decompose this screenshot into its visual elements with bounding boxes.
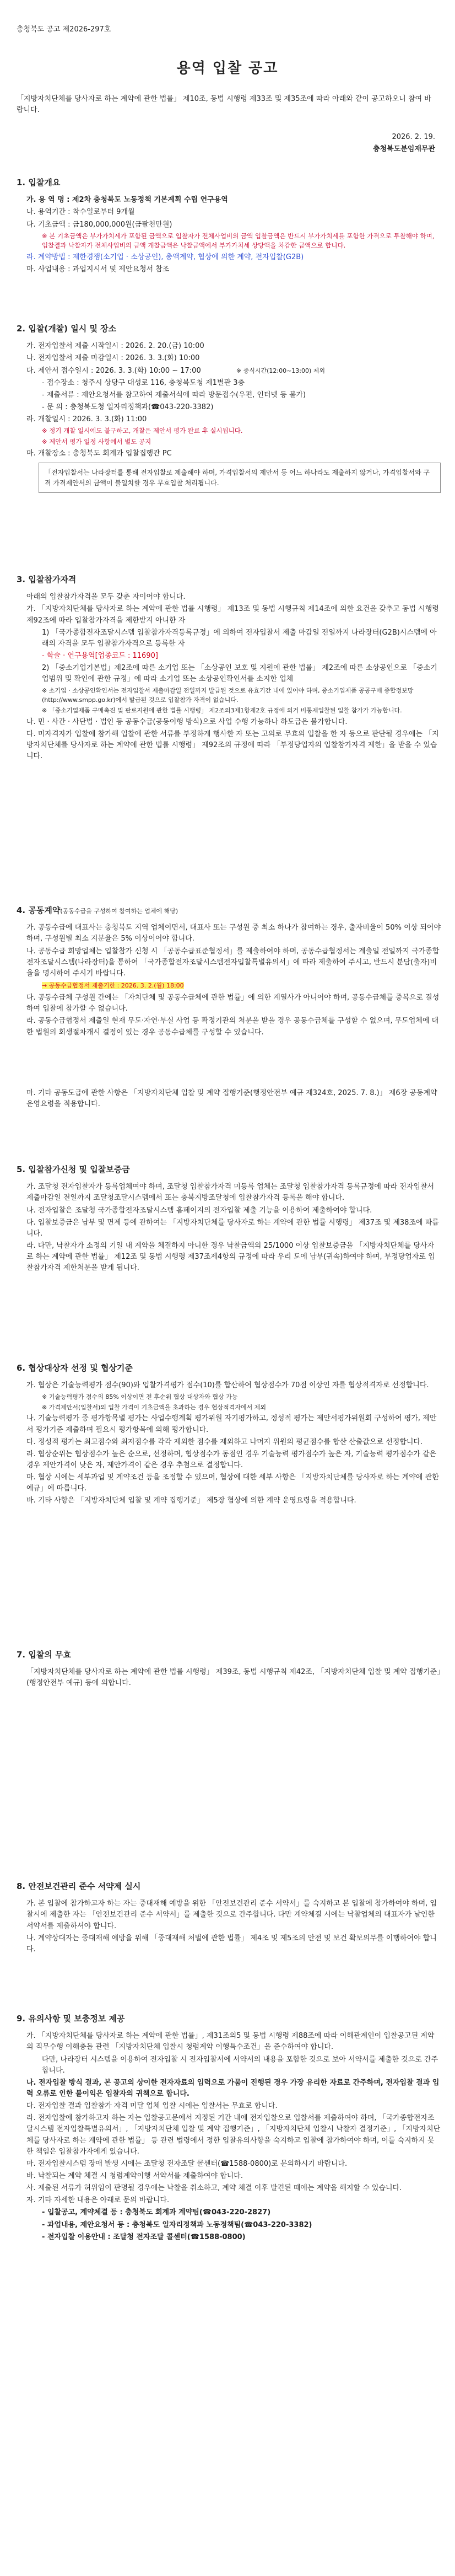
section-title: 3. 입찰참가자격 [17, 575, 77, 584]
section-title: 6. 협상대상자 선정 및 협상기준 [17, 1363, 133, 1373]
joint-p1: 가. 공동수급에 대표사는 충청북도 지역 업체이면서, 대표사 또는 구성원 중 최소 하나가 참여하는 경우, 출자비율이 50% 이상 되어야 하며, 구성원별 최소 지분율은 5% 이상이어야 합니다. [26, 924, 441, 943]
section-overview [17, 176, 441, 277]
section-eligibility [17, 573, 441, 763]
notes-p1b: 다만, 나라장터 시스템을 이용하여 전자입찰 시 전자입찰서에 서약서의 내용을 포함한 것으로 보아 서약서를 제출한 것으로 간주합니다. [42, 2055, 438, 2075]
eligibility-p1: 가. 「지방자치단체를 당사자로 하는 계약에 관한 법률 시행령」 제13조 및 동법 시행규칙 제14조에 의한 요건을 갖추고 동법 시행령 제92조에 따라 입찰참가자격을 제한받지 아니한 자 [26, 605, 439, 625]
nego-p1: 가. 협상은 기술능력평가 점수(90)와 입찰가격평가 점수(10)를 합산하여 협상점수가 70점 이상인 자를 협상적격자로 선정합니다. [26, 1381, 429, 1390]
lunch-note: ※ 중식시간(12:00~13:00) 제외 [236, 367, 326, 374]
eligibility-lead: 아래의 입찰참가자격을 모두 갖춘 자이어야 합니다. [26, 593, 186, 602]
receipt-contact: - 문 의 : 충청북도청 일자리정책과(☎043-220-3382) [42, 402, 214, 411]
nego-note-1: ※ 기술능력평가 점수의 85% 이상이면 전 후순위 협상 대상자와 협상 가능 [42, 1393, 238, 1401]
service-period: 나. 용역기간 : 착수일로부터 9개월 [26, 208, 135, 217]
section-title: 8. 안전보건관리 준수 서약제 실시 [17, 1881, 141, 1891]
contact-2: - 과업내용, 제안요청서 등 : 충청북도 일자리정책과 노동정책팀(☎043-220-3382) [42, 2220, 312, 2229]
safety-p2: 나. 계약상대자는 중대재해 예방을 위해 「중대재해 처벌에 관한 법률」 제4조 및 제5조의 안전 및 보건 확보의무를 이행하여야 합니다. [26, 1934, 437, 1954]
contract-method: 라. 계약방법 : 제한경쟁(소기업 · 소상공인), 총액계약, 협상에 의한 계약, 전자입찰(G2B) [26, 253, 304, 262]
notes-p5: 마. 전자입찰시스템 장애 발생 시에는 조달청 전자조달 콜센터(☎1588-0800)로 문의하시기 바랍니다. [26, 2159, 348, 2168]
nego-p6: 바. 기타 사항은 「지방자치단체 입찰 및 계약 집행기준」 제5장 협상에 의한 계약 운영요령을 적용합니다. [26, 1496, 356, 1505]
reg-p1: 가. 조달청 전자입찰자가 등록업체여야 하며, 조달청 입찰참가자격 미등록 업체는 조달청 입찰참가자격 등록규정에 따라 전자입찰서 제출마감일 전일까지 조달청조달시스템에서 또는 충북지방조달청에 입찰참가자격 등록을 해야 합니다. [26, 1183, 435, 1203]
proposal-receipt: 다. 제안서 접수일시 : 2026. 3. 3.(화) 10:00 ~ 17:00 [26, 366, 201, 375]
document-title: 용역 입찰 공고 [176, 60, 279, 77]
receipt-place: - 접수장소 : 청주시 상당구 대성로 116, 충청북도청 제1별관 3층 [42, 378, 245, 387]
notice-date: 2026. 2. 19. [392, 133, 435, 141]
reg-p4: 라. 다만, 낙찰자가 소정의 기일 내 계약을 체결하지 아니한 경우 낙찰금액의 25/1000 이상 입찰보증금을 「지방자치단체를 당사자로 하는 계약에 관한 법률」 제12조 및 동법 시행령 제37조제4항의 규정에 따라 우리 도에 납부(귀속)하여야 하며, 부정당업자로 입찰참가자격 제한처분을 받게 됩니다. [26, 1241, 435, 1273]
eligibility-note-1: ※ 소기업 · 소상공인확인서는 전자입찰서 제출마감일 전일까지 발급된 것으로 유효기간 내에 있어야 하며, 중소기업제품 공공구매 종합정보망(http://www.smpp.go.kr)에서 발급된 것으로 입찰참가 자격이 없습니다. [42, 687, 414, 704]
joint-p5: 마. 기타 공동도급에 관한 사항은 「지방자치단체 입찰 및 계약 집행기준(행정안전부 예규 제324호, 2025. 7. 8.)」 제6장 공동계약 운영요령을 적용합니다. [26, 1088, 437, 1108]
contact-1: - 입찰공고, 계약체결 등 : 충청북도 회계과 계약팀(☎043-220-2827) [42, 2208, 271, 2217]
bid-start: 가. 전자입찰서 제출 시작일시 : 2026. 2. 20.(금) 10:00 [26, 342, 204, 351]
nego-p2: 나. 기술능력평가 중 평가항목별 평가는 사업수행계획 평가위원 자기평가하고, 정성적 평가는 제안서평가위원회 구성하여 평가, 제안서 평가기준 제출하며 필요시 평가항목에 의해 평가합니다. [26, 1414, 437, 1434]
date-block [373, 131, 435, 155]
section-subtitle: (공동수급을 구성하여 참여하는 업체에 해당) [60, 908, 178, 915]
section-safety [17, 1880, 441, 1956]
joint-deadline: → 공동수급협정서 제출기한 : 2026. 3. 2.(월) 18:00 [42, 981, 184, 989]
notes-p7: 사. 제출된 서류가 허위임이 판명될 경우에는 낙찰을 취소하고, 계약 체결 이후 발견된 때에는 계약을 해지할 수 있습니다. [26, 2184, 402, 2193]
opening-date: 라. 개찰일시 : 2026. 3. 3.(화) 11:00 [26, 415, 147, 424]
section-negotiation [17, 1362, 441, 1508]
service-content: 마. 사업내용 : 과업지시서 및 제안요청서 참조 [26, 265, 170, 274]
notes-p1: 가. 「지방자치단체를 당사자로 하는 계약에 관한 법률」, 제31조의5 및 동법 시행령 제88조에 따라 이해관계인이 입찰공고된 계약의 직무수행 이해충돌 관련 「지방자치단체 입찰시 청렴계약 이행특수조건」을 준수하여야 합니다. [26, 2032, 435, 2052]
notes-p2: 나. 전자입찰 방식 결과, 본 공고의 상이한 전자자료의 입력으로 가뭄이 진행된 경우 가장 유리한 자료로 간주하며, 전자입찰 결과 입력 오류로 인한 불이익은 입찰자의 귀책으로 합니다. [26, 2078, 440, 2098]
service-name: 가. 용 역 명 : 제2차 충청북도 노동정책 기본계획 수립 연구용역 [26, 196, 228, 205]
contact-3: - 전자입찰 이용안내 : 조달청 전자조달 콜센터(☎1588-0800) [42, 2232, 246, 2241]
eligibility-p3: 다. 미자격자가 입찰에 참가해 입찰에 관한 서류를 부정하게 행사한 자 또는 고의로 무효의 입찰을 한 자 등으로 판단될 경우에는 「지방자치단체를 당사자로 하는 계약에 관한 법률 시행령」 제92조의 규정에 따라 「부정당업자의 입찰참가자격 제한」을 받을 수 있습니다. [26, 729, 439, 760]
section-joint-contract [17, 904, 441, 1111]
section-registration [17, 1163, 441, 1275]
section-title: 5. 입찰참가신청 및 입찰보증금 [17, 1164, 130, 1174]
notes-p3: 다. 전자입찰 결과 입찰참가 자격 미달 업체 입찰 시에는 입찰서는 무효로 합니다. [26, 2102, 278, 2111]
notice-box: 「전자입찰서는 나라장터를 통해 전자입찰로 제출해야 하며, 가격입찰서의 제안서 등 어느 하나라도 제출하지 않거나, 가격입찰서와 구격 가격제안서의 금액이 불일치할 경우 무효입찰 처리됩니다. [39, 463, 441, 493]
section-notes [17, 2012, 441, 2244]
section-title: 2. 입찰(개찰) 일시 및 장소 [17, 324, 117, 334]
vat-note: ※ 본 기초금액은 부가가치세가 포함된 금액으로 입찰자가 전체사업비의 금액 입찰금액은 반드시 부가가치세를 포함한 가격으로 투찰해야 하며, 입찰결과 낙찰자가 전체사업비의 금액 개찰금액은 낙찰금액에서 부가가치세 상당액을 차감한 금액으로 합니다. [42, 232, 435, 250]
section-title: 9. 유의사항 및 보충정보 제공 [17, 2014, 125, 2024]
eligibility-p1a: 1) 「국가종합전자조달시스템 입찰참가자격등록규정」에 의하여 전자입찰서 제출 마감일 전일까지 나라장터(G2B)시스템에 아래의 자격을 모두 입찰참가자격으로 등록한 자 [42, 628, 437, 648]
eligibility-p1b: 2) 「중소기업기본법」제2조에 따른 소기업 또는 「소상공인 보호 및 지원에 관한 법률」 제2조에 따른 소상공인으로 「중소기업범위 및 확인에 관한 규정」에 따라 소기업 또는 소상공인확인서를 소지한 업체 [42, 664, 437, 684]
joint-p2: 나. 공동수급 희망업체는 입찰참가 신청 시 「공동수급표준협정서」를 제출하여야 하며, 공동수급협정서는 계출일 전일까지 국가종합전자조달시스템(나라장터)을 통하여 「국가종합전자조달시스템전자입찰특별유의서」에 따라 제출하여 주시고, 반드시 분담(출자)비율을 명시하여 주시기 바랍니다. [26, 947, 440, 978]
eligibility-p2: 나. 민 · 사간 · 사단법 · 법인 등 공동수급(공동이행 방식)으로 사업 수행 가능하나 하도급은 불가합니다. [26, 717, 348, 726]
joint-p4: 라. 공동수급협정서 제출일 현재 무도·자연·부실 사업 등 확정기관의 처분을 받을 경우 공동수급체를 구성할 수 없으며, 무도업체에 대한 법원의 회생절차개시 결정이 있는 경우 공동수급체를 구성할 수 있습니다. [26, 1017, 439, 1037]
nego-p3: 다. 정성적 평가는 최고점수와 최저점수를 각각 제외한 점수를 제외하고 나머지 위원의 평균점수를 합산 산출값으로 선정합니다. [26, 1437, 423, 1446]
section-schedule [17, 323, 441, 496]
notes-p6: 바. 낙찰되는 계약 체결 시 청렴계약이행 서약서를 제출하여야 합니다. [26, 2171, 243, 2180]
base-price: 다. 기초금액 : 금180,000,000원(금팔천만원) [26, 220, 172, 229]
safety-p1: 가. 본 입찰에 참가하고자 하는 자는 중대재해 예방을 위한 「안전보건관리 준수 서약서」를 숙지하고 본 입찰에 참가하여야 하며, 입찰시에 제출한 자는 「안전보건관리 준수 서약서」를 제출한 것으로 간주합니다. 다만 계약체결 시에는 낙찰업체의 대표자가 날인한 서약서를 제출하셔야 합니다. [26, 1899, 437, 1930]
section-invalid-bid [17, 1649, 441, 1690]
reg-p3: 다. 입찰보증금은 납부 및 면제 등에 관하여는 「지방자치단체를 당사자로 하는 계약에 관한 법률 시행령」 제37조 및 제38조에 따릅니다. [26, 1218, 439, 1238]
notes-p4: 라. 전자입찰에 참가하고자 하는 자는 입찰공고문에서 지정된 기간 내에 전자입찰으로 입찰서를 제출하여야 하며, 「국가종합전자조달시스템 전자입찰특별유의서」, 「지방자치단체 입찰 및 계약 집행기준」, 「지방자치단체 입찰시 낙찰자 결정기준」, 「지방자치단체를 당사자로 하는 계약에 관한 법률」 등 관련 법령에서 정한 입찰유의사항을 숙지하고 입찰에 참가하여야 하며, 이를 숙지하지 못한 책임은 입찰참가자에게 있습니다. [26, 2114, 441, 2156]
issuing-org: 충청북도분임재무관 [372, 145, 435, 154]
bid-deadline: 나. 전자입찰서 제출 마감일시 : 2026. 3. 3.(화) 10:00 [26, 354, 200, 363]
opening-place: 마. 개찰장소 : 충청북도 회계과 입찰집행관 PC [26, 449, 172, 458]
receipt-docs: - 제출서류 : 제안요청서를 참고하여 제출서식에 따라 방문접수(우편, 인터넷 등 불가) [42, 390, 306, 399]
section-title: 7. 입찰의 무효 [17, 1650, 72, 1660]
notes-p8: 자. 기타 자세한 내용은 아래로 문의 바랍니다. [26, 2196, 170, 2205]
opening-note-2: ※ 제안서 평가 일정 사항에서 별도 공지 [42, 438, 151, 446]
nego-p4: 라. 협상순위는 협상점수가 높은 순으로, 선정하며, 협상점수가 동점인 경우 기술능력 평가점수가 높은 자, 기술능력 평가점수가 같은 경우 제안가격이 낮은 자, 제안가격이 같은 경우 추첨으로 결정합니다. [26, 1450, 437, 1470]
document-number: 충청북도 공고 제2026-297호 [17, 25, 111, 34]
intro-paragraph: 「지방자치단체를 당사자로 하는 계약에 관한 법률」 제10조, 동법 시행령 제33조 및 제35조에 따라 아래와 같이 공고하오니 참여 바랍니다. [17, 95, 431, 115]
joint-p3: 다. 공동수급체 구성원 간에는 「자치단체 및 공동수급체에 관한 법률」에 의한 계열사가 아니어야 하며, 공동수급체를 중복으로 결성하여 입찰에 참가할 수 없습니다. [26, 994, 440, 1013]
nego-p5: 마. 협상 시에는 세부과업 및 계약조건 등을 조정할 수 있으며, 협상에 대한 세부 사항은 「지방자치단체를 당사자로 하는 계약에 관한 예규」에 따릅니다. [26, 1473, 439, 1493]
reg-p2: 나. 전자입찰은 조달청 국가종합전자조달시스템 홈페이지의 전자입찰 제출 기능을 이용하여 제출하여야 합니다. [26, 1206, 372, 1215]
section-title: 4. 공동계약 [17, 905, 61, 915]
industry-code: - 학술 · 연구용역[업종코드 : 11690] [42, 651, 158, 660]
eligibility-note-2: ※ 「중소기업제품 구매촉진 및 판로지원에 관한 법률 시행령」 제2조의3제1항제2호 규정에 의거 비통제입찰된 입찰 참가가 가능합니다. [42, 707, 402, 715]
nego-note-2: ※ 가격제안서(입찰서)의 입찰 가격이 기초금액을 초과하는 경우 협상적격자에서 제외 [42, 1404, 267, 1412]
invalid-p1: 「지방자치단체를 당사자로 하는 계약에 관한 법률 시행령」 제39조, 동법 시행규칙 제42조, 「지방자치단체 입찰 및 계약 집행기준」(행정안전부 예규) 등에 의합니다. [26, 1668, 441, 1688]
section-title: 1. 입찰개요 [17, 178, 61, 187]
opening-note-1: ※ 정기 개찰 일시에도 불구하고, 개찰은 제안서 평가 완료 후 실시됩니다. [42, 427, 243, 435]
